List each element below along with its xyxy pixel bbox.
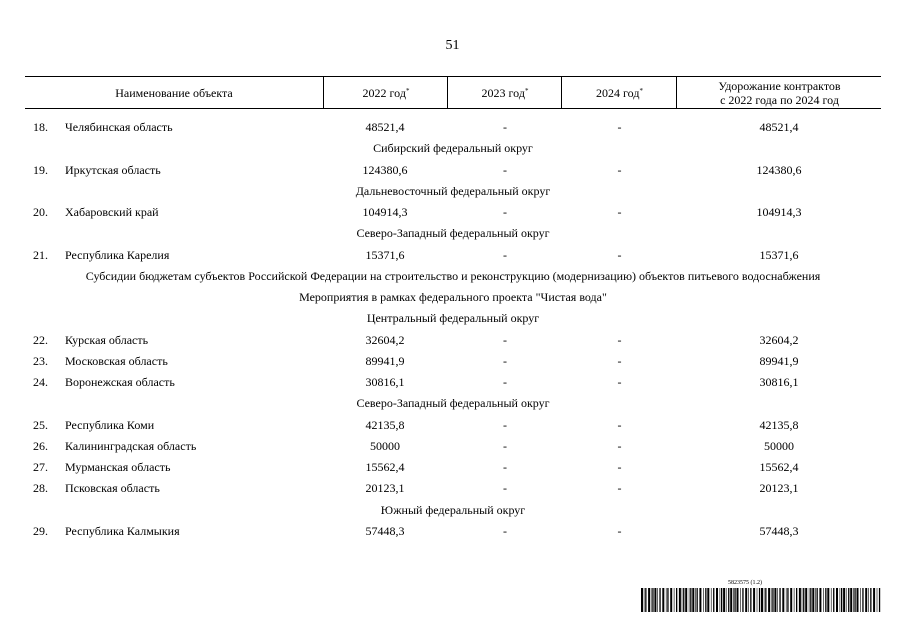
header-name-label: Наименование объекта [115,85,233,100]
header-2022-label: 2022 год [362,85,406,100]
value-2023: - [503,460,507,474]
table-row [25,372,881,393]
value-2022: 124380,6 [362,162,408,177]
value-2023: - [503,438,507,453]
object-name: Псковская область [65,481,160,496]
section-heading: Центральный федеральный округ [366,311,540,326]
value-2022: 42135,8 [365,417,405,432]
barcode-image [641,588,881,612]
value-2024: - [617,120,622,134]
barcode-caption: 5823575 (1.2) [728,580,762,586]
row-number: 23. [33,353,48,368]
value-increase: 42135,8 [759,417,799,432]
value-2023: - [503,247,507,262]
object-name: Республика Карелия [65,247,170,262]
object-name: Республика Калмыкия [65,523,180,538]
value-2022: 15371,6 [365,247,405,262]
header-2024 [561,77,677,108]
table-header [25,76,881,109]
section-heading-row [25,181,881,202]
value-increase: 30816,1 [759,375,799,389]
section-heading: Сибирский федеральный округ [373,141,533,156]
table-row [25,457,881,478]
row-number: 22. [33,332,48,347]
section-heading-row [25,287,881,308]
header-increase-line1: Удорожание контрактов [718,78,841,93]
header-increase-line2: с 2022 года по 2024 год [720,92,839,107]
value-2024: - [617,332,622,347]
table-row [25,521,881,542]
header-name [25,77,323,108]
value-2023: - [503,523,507,538]
object-name: Воронежская область [65,375,175,389]
value-increase: 15562,4 [759,460,799,474]
object-name: Мурманская область [65,460,171,474]
value-increase: 20123,1 [759,481,799,496]
header-2023 [447,77,562,108]
table-row [25,160,881,181]
object-name: Челябинская область [65,120,173,134]
object-name: Республика Коми [65,417,155,432]
table-row [25,415,881,436]
row-number: 20. [33,205,48,219]
header-2023-label: 2023 год [481,85,525,100]
value-2023: - [503,120,507,134]
section-heading: Южный федеральный округ [380,502,526,517]
row-number: 19. [33,162,48,177]
value-2022: 50000 [370,438,400,453]
section-heading-row [25,266,881,287]
value-2024: - [617,205,622,219]
table-row [25,202,881,223]
page-number: 51 [445,38,460,53]
section-heading: Северо-Западный федеральный округ [356,226,550,241]
row-number: 28. [33,481,48,496]
object-name: Московская область [65,353,168,368]
footnote-mark: * [639,86,643,95]
section-heading: Субсидии бюджетам субъектов Российской Федерации на строительство и реконструкцию (модернизацию) объектов питьевого водоснабжения [85,268,821,283]
row-number: 18. [33,120,48,134]
value-2023: - [503,375,507,389]
section-heading: Мероприятия в рамках федерального проекта "Чистая вода" [299,290,607,304]
value-2022: 20123,1 [365,481,405,496]
value-increase: 32604,2 [759,332,799,347]
value-2024: - [617,523,622,538]
table-row [25,330,881,351]
row-number: 26. [33,438,48,453]
value-2024: - [617,438,622,453]
section-heading: Дальневосточный федеральный округ [355,183,551,198]
value-2022: 89941,9 [365,353,405,368]
value-increase: 48521,4 [759,120,799,134]
section-heading: Северо-Западный федеральный округ [356,396,550,411]
section-heading-row [25,138,881,159]
value-2024: - [617,481,622,496]
value-2022: 48521,4 [365,120,405,134]
section-heading-row [25,223,881,244]
header-2022 [323,77,448,108]
footnote-mark: * [524,86,529,95]
value-2024: - [617,375,622,389]
object-name: Калининградская область [65,438,197,453]
object-name: Иркутская область [65,162,161,177]
value-increase: 57448,3 [759,523,799,538]
value-2023: - [503,353,507,368]
table-row [25,245,881,266]
value-2023: - [503,332,507,347]
section-heading-row [25,393,881,414]
table-row [25,436,881,457]
value-increase: 89941,9 [759,353,799,368]
row-number: 27. [33,460,48,474]
value-increase: 50000 [764,438,794,453]
section-heading-row [25,308,881,329]
value-2024: - [617,353,622,368]
value-2023: - [503,481,507,496]
value-increase: 15371,6 [759,247,799,262]
value-2022: 32604,2 [365,332,405,347]
row-number: 25. [33,417,48,432]
value-2024: - [617,247,622,262]
header-2024-label: 2024 год [596,85,640,100]
value-2023: - [503,205,507,219]
object-name: Курская область [65,332,149,347]
value-2024: - [617,417,622,432]
value-2022: 15562,4 [365,460,405,474]
object-name: Хабаровский край [65,205,159,219]
footnote-mark: * [405,86,410,95]
row-number: 24. [33,375,48,389]
table-body [25,117,881,542]
table-row [25,117,881,138]
value-2022: 104914,3 [362,205,408,219]
value-2022: 57448,3 [365,523,405,538]
row-number: 29. [33,523,48,538]
section-heading-row [25,500,881,521]
value-2024: - [617,162,622,177]
value-2024: - [617,460,622,474]
table-row [25,478,881,499]
value-2022: 30816,1 [365,375,405,389]
value-2023: - [503,162,507,177]
header-increase [676,77,882,108]
value-2023: - [503,417,507,432]
value-increase: 104914,3 [756,205,802,219]
value-increase: 124380,6 [756,162,802,177]
table-row [25,351,881,372]
row-number: 21. [33,247,48,262]
